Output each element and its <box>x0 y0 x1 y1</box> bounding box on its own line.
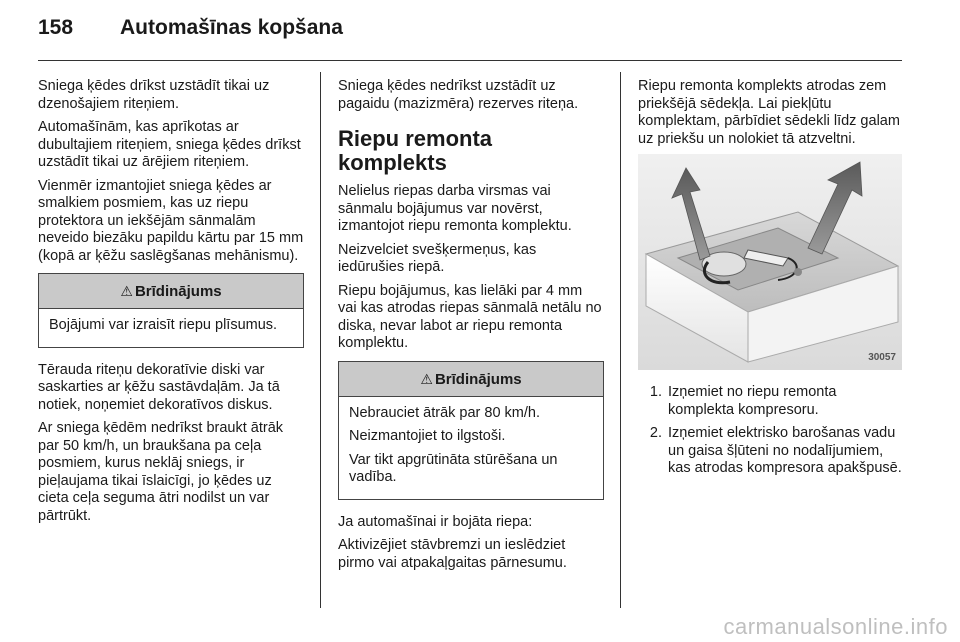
column-divider-1 <box>320 72 321 608</box>
paragraph: Automašīnām, kas aprīkotas ar dubultajiem riteņiem, sniega ķēdes drīkst uzstādīt tikai uz ārējiem riteņiem. <box>38 119 301 170</box>
page-header <box>38 16 343 40</box>
warning-body <box>39 309 303 347</box>
warning-triangle-icon: ⚠ <box>420 370 433 387</box>
paragraph: Riepu bojājumus, kas lielāki par 4 mm vai kas atrodas riepas sānmalā netālu no diska, nevar labot ar riepu remonta komplektu. <box>338 282 602 351</box>
steps-list <box>638 384 902 478</box>
warning-title: Brīdinājums <box>434 370 522 388</box>
warning-triangle-icon: ⚠ <box>120 283 133 299</box>
warning-line: Neizmantojiet to ilgstoši. <box>349 428 506 444</box>
paragraph: Nelielus riepas darba virsmas vai sānmalu bojājumus var novērst, izmantojot riepu remonta komplektu. <box>338 183 572 234</box>
warning-header <box>339 362 603 397</box>
warning-line: Var tikt apgrūtināta stūrēšana un vadība. <box>349 451 558 485</box>
column-1 <box>38 78 304 531</box>
paragraph: Sniega ķēdes drīkst uzstādīt tikai uz dzenošajiem riteņiem. <box>38 78 270 112</box>
page-number: 158 <box>38 16 74 39</box>
watermark: carmanualsonline.info <box>723 614 948 639</box>
repair-kit-illustration <box>638 154 902 370</box>
repair-kit-drawing <box>638 154 902 370</box>
step-item: 2. Izņemiet elektrisko barošanas vadu un gaisa šļūteni no nodalījumiem, kas atrodas kompresora apakšpusē. <box>666 425 902 478</box>
warning-body <box>339 397 603 499</box>
paragraph: Riepu remonta komplekts atrodas zem priekšējā sēdekļa. Lai piekļūtu komplektam, pārbīdiet sēdekli līdz galam uz priekšu un nolokiet tā atzveltni. <box>638 78 900 147</box>
header-rule <box>38 60 902 61</box>
paragraph: Vienmēr izmantojiet sniega ķēdes ar smalkiem posmiem, kas uz riepu protektora un iekšējām sānmalām neveido biezāku papildu kārtu par 15 mm (kopā ar ķēžu saslēgšanas mehānismu). <box>38 177 304 264</box>
warning-title: Brīdinājums <box>134 283 222 300</box>
section-heading: Riepu remonta komplekts <box>338 126 493 175</box>
column-2 <box>338 78 604 578</box>
paragraph: Neizvelciet svešķermeņus, kas iedūrušies riepā. <box>338 241 537 275</box>
paragraph: Aktivizējiet stāvbremzi un ieslēdziet pirmo vai atpakaļgaitas pārnesumu. <box>338 537 567 571</box>
warning-line: Nebrauciet ātrāk par 80 km/h. <box>349 404 541 421</box>
paragraph: Sniega ķēdes nedrīkst uzstādīt uz pagaidu (mazizmēra) rezerves riteņa. <box>338 78 579 112</box>
step-item: 1. Izņemiet no riepu remonta komplekta kompresoru. <box>666 384 902 419</box>
warning-box <box>338 361 604 500</box>
column-divider-2 <box>620 72 621 608</box>
warning-header <box>39 274 303 309</box>
paragraph: Ar sniega ķēdēm nedrīkst braukt ātrāk par 50 km/h, un braukšana pa ceļa posmiem, kurus neklāj sniegs, ir pieļaujama tikai īslaicīgi, jo ķēdes uz cieta ceļa seguma ātri nodilst un var pārtrūkt. <box>38 420 284 524</box>
figure-number: 30057 <box>868 351 896 363</box>
column-3 <box>638 78 902 484</box>
warning-box <box>38 273 304 348</box>
paragraph: Ja automašīnai ir bojāta riepa: <box>338 513 533 530</box>
page-title: Automašīnas kopšana <box>120 16 343 39</box>
paragraph: Tērauda riteņu dekoratīvie diski var saskarties ar ķēžu sastāvdaļām. Ja tā notiek, noņemiet dekoratīvos diskus. <box>38 361 280 413</box>
warning-text: Bojājumi var izraisīt riepu plīsumus. <box>49 317 278 333</box>
